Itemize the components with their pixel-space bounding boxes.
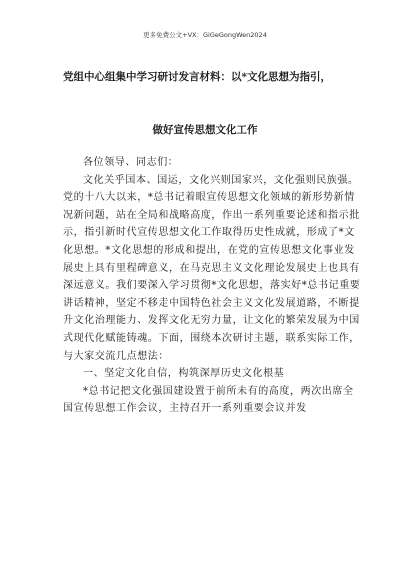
document-title-line-1: 党组中心组集中学习研讨发言材料：以*文化思想为指引， [63,71,331,83]
header-note: 更多免费公文+VX：GiGeGongWen2024 [143,31,267,39]
salutation: 各位领导、同志们： [83,157,179,168]
section-heading-1: 一、坚定文化自信，构筑深厚历史文化根基 [83,368,285,380]
body-paragraph-1: 文化关乎国本、国运，文化兴则国家兴，文化强则民族强。党的十八大以来，*总书记着眼宣传思想文化领域的新形势新情况新问题，站在全局和战略高度，作出一系列重要论述和指示批示，指引新时代宣传思想文化工作取得历史性成就，形成了*文化思想。*文化思想的形成和提出，在党的宣传思想文化事业发展史上具有里程碑意义，在马克思主义文化理论发展史上也具有深远意义。我们要深入学习贯彻*文化思想，落实好*总书记重要讲话精神，坚定不移走中国特色社会主义文化发展道路，不断提升文化治理能力、发挥文化无穷力量，让文化的繁荣发展为中国式现代化赋能铸魂。下面，围绕本次研讨主题，联系实际工作，与大家交流几点想法： [63,174,361,362]
document-title-line-2: 做好宣传思想文化工作 [152,124,258,136]
body-paragraph-2: *总书记把文化强国建设置于前所未有的高度，两次出席全国宣传思想工作会议，主持召开一系列重要会议并发 [63,385,354,415]
document-body [63,154,363,418]
